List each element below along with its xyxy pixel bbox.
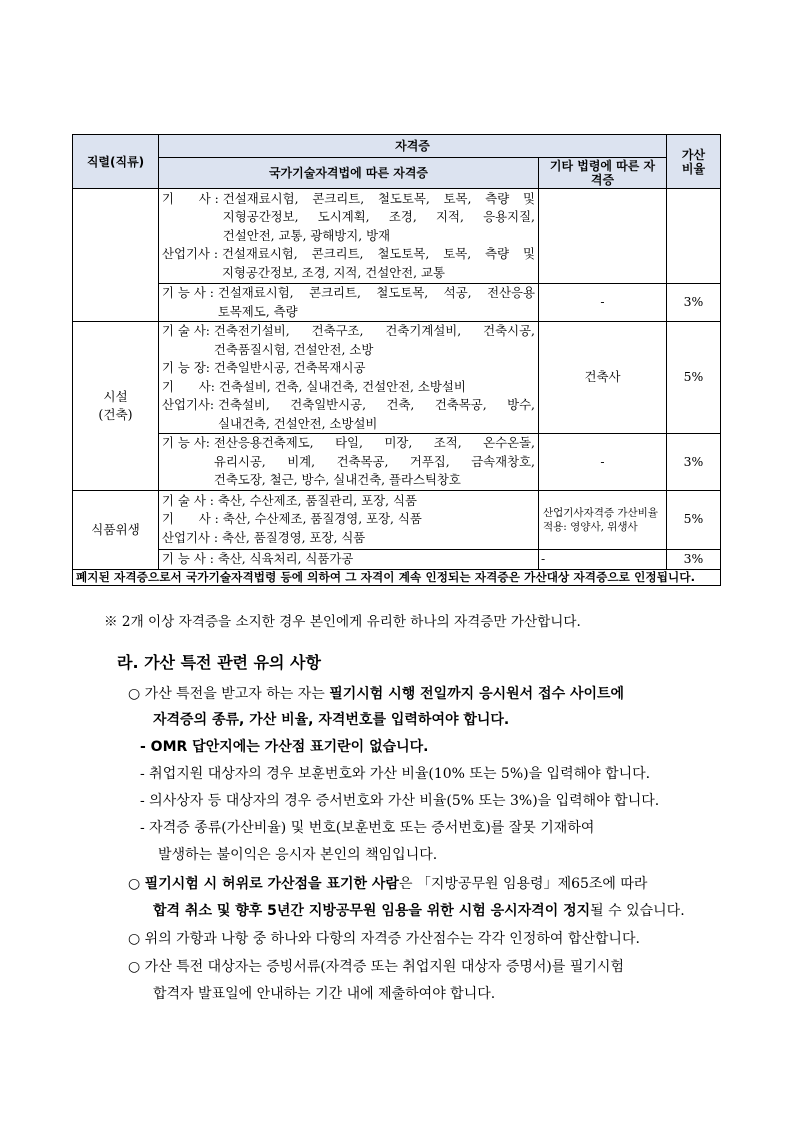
bullet-4-line-1: ○ 가산 특전 대상자는 증빙서류(자격증 또는 취업지원 대상자 증명서)를 필기시험 [128,959,624,975]
footnote: ※ 2개 이상 자격증을 소지한 경우 본인에게 유리한 하나의 자격증만 가산합니다. [104,614,581,630]
table-row [73,490,721,549]
bullet-1-line-1: ○ 가산 특전을 받고자 하는 자는 필기시험 시행 전일까지 응시원서 접수 사이트에 [128,686,625,702]
table-row [73,549,721,569]
rate-cell: 5% [667,490,721,549]
dash-item-employment: - 취업지원 대상자의 경우 보훈번호와 가산 비율(10% 또는 5%)을 입력해야 합니다. [140,766,651,782]
rate-cell: 3% [667,434,721,491]
dash-item-omr: - OMR 답안지에는 가산점 표기란이 없습니다. [140,739,429,755]
circle-bullet-icon: ○ [128,686,141,702]
qual-cell: 기 능 사: 전산응용건축제도, 타일, 미장, 조적, 온수온돌, 유리시공, 비계, 건축목공, 거푸집, 금속재창호, 건축도장, 철근, 방수, 실내건축, 플라스틱창호 [159,434,539,491]
table-row [73,434,721,491]
section-title: 라. 가산 특전 관련 유의 사항 [117,653,321,672]
other-cell: 산업기사자격증 가산비율적용: 영양사, 위생사 [539,490,667,549]
rate-cell: 3% [667,284,721,322]
qual-cell: 기 사 : 건설재료시험, 콘크리트, 철도토목, 토목, 측량 및 지형공간정보, 도시계획, 조경, 지적, 응용지질, 건설안전, 교통, 광해방지, 방재 산업기사 : 건설재료시험, 콘크리트, 철도토목, 토목, 측량 및 지형공간정보, 조경, 지적, 건설안전, 교통 [159,189,539,284]
header-national-law: 국가기술자격법에 따른 자격증 [159,158,539,189]
bullet-2-line-2: 합격 취소 및 향후 5년간 지방공무원 임용을 위한 시험 응시자격이 정지될 수 있습니다. [153,903,685,919]
table-row [73,189,721,284]
other-cell [539,189,667,284]
other-cell: - [539,549,667,569]
dash-item-casualty: - 의사상자 등 대상자의 경우 증서번호와 가산 비율(5% 또는 3%)을 입력해야 합니다. [140,793,660,809]
bullet-4-line-2: 합격자 발표일에 안내하는 기간 내에 제출하여야 합니다. [153,986,496,1002]
header-other-law: 기타 법령에 따른 자격증 [539,158,667,189]
qualification-table [72,134,721,586]
table-row [73,569,721,585]
bullet-3: ○ 위의 가항과 나항 중 하나와 다항의 자격증 가산점수는 각각 인정하여 합산합니다. [128,931,640,947]
circle-bullet-icon: ○ [128,959,141,975]
rate-cell: 3% [667,549,721,569]
table-row [73,322,721,434]
header-field: 직렬(직류) [73,135,159,189]
other-cell: - [539,284,667,322]
qual-cell: 기 능 사 : 건설재료시험, 콘크리트, 철도토목, 석공, 전산응용 토목제도, 측량 [159,284,539,322]
qual-cell: 기 술 사: 건축전기설비, 건축구조, 건축기계설비, 건축시공, 건축품질시험, 건설안전, 소방 기 능 장: 건축일반시공, 건축목재시공 기 사: 건축설비, 건축, 실내건축, 건설안전, 소방설비 산업기사: 건축설비, 건축일반시공, 건축, 건축목공, 방수, 실내건축, 건설안전, 소방설비 [159,322,539,434]
rate-cell [667,189,721,284]
qual-cell: 기 능 사 : 축산, 식육처리, 식품가공 [159,549,539,569]
dash-item-error-line-2: 발생하는 불이익은 응시자 본인의 책임입니다. [158,847,438,863]
other-cell: - [539,434,667,491]
rate-cell: 5% [667,322,721,434]
table-row [73,284,721,322]
qual-cell: 기 술 사 : 축산, 수산제조, 품질관리, 포장, 식품 기 사 : 축산, 수산제조, 품질경영, 포장, 식품 산업기사 : 축산, 품질경영, 포장, 식품 [159,490,539,549]
field-cell-architecture: 시설 (건축) [73,322,159,491]
field-cell-food: 식품위생 [73,490,159,569]
other-cell: 건축사 [539,322,667,434]
header-rate: 가산 비율 [667,135,721,189]
header-qualification: 자격증 [159,135,667,158]
field-cell-civil [73,189,159,322]
circle-bullet-icon: ○ [128,876,141,892]
bullet-1-line-2: 자격증의 종류, 가산 비율, 자격번호를 입력하여야 합니다. [153,712,510,728]
bullet-2-line-1: ○ 필기시험 시 허위로 가산점을 표기한 사람은 「지방공무원 임용령」제65조에 따라 [128,876,648,892]
circle-bullet-icon: ○ [128,931,141,947]
table-note: 폐지된 자격증으로서 국가기술자격법령 등에 의하여 그 자격이 계속 인정되는 자격증은 가산대상 자격증으로 인정됩니다. [73,569,721,585]
dash-item-error-line-1: - 자격증 종류(가산비율) 및 번호(보훈번호 또는 증서번호)를 잘못 기재하여 [140,820,595,836]
